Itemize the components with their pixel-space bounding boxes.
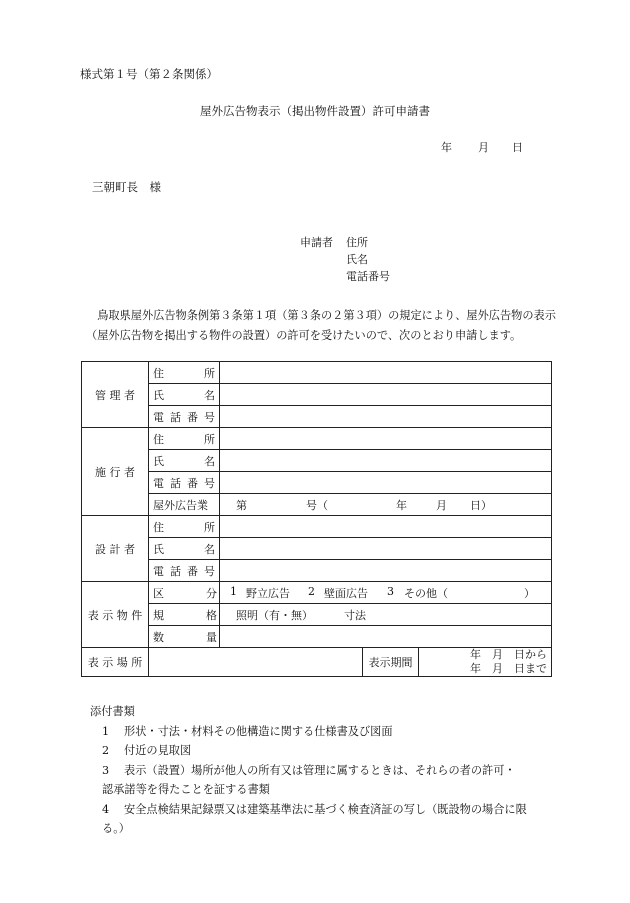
body-paragraph: 鳥取県屋外広告物条例第３条第１項（第３条の２第３項）の規定により、屋外広告物の表示（屋外広告物を掲出する物件の設置）の許可を受けたいので、次のとおり申請します。 — [86, 309, 556, 342]
table-row — [82, 406, 552, 428]
category-option-1: 野立広告 — [246, 587, 290, 600]
item-text: 形状・寸法・材料その他構造に関する仕様書及び図面 — [124, 724, 393, 738]
table-row — [82, 648, 552, 677]
list-item — [90, 800, 560, 820]
label-char: 話 — [170, 476, 181, 490]
license-day: 日） — [470, 499, 492, 512]
label-char: 住 — [153, 366, 164, 380]
table-row — [82, 384, 552, 406]
designer-group-label: 設 計 者 — [82, 516, 149, 582]
item-text: 表示（設置）場所が他人の所有又は管理に属するときは、それらの者の許可・ — [124, 763, 516, 777]
applicant-address-label: 住所 — [346, 236, 368, 249]
item-text: 安全点検結果記録票又は建築基準法に基づく検査済証の写し（既設物の場合に限 — [124, 802, 527, 816]
manager-phone-field[interactable] — [220, 406, 552, 428]
license-go: 号（ — [306, 499, 328, 512]
contractor-name-field[interactable] — [220, 450, 552, 472]
license-dai: 第 — [236, 499, 247, 512]
list-item — [90, 722, 560, 742]
date-year: 年 — [441, 141, 452, 154]
license-year: 年 — [396, 499, 407, 512]
display-object-group-label: 表 示 物 件 — [82, 582, 149, 648]
category-field[interactable] — [220, 582, 552, 604]
item-number: 1 — [102, 724, 110, 738]
label-char: 住 — [153, 432, 164, 446]
table-row — [82, 560, 552, 582]
contractor-phone-field[interactable] — [220, 472, 552, 494]
spec-value — [224, 604, 547, 625]
table-row — [82, 472, 552, 494]
label-char: 名 — [204, 454, 215, 468]
label-char: 数 — [153, 630, 164, 644]
table-row — [82, 362, 552, 384]
spec-field[interactable] — [220, 604, 552, 626]
designer-phone-field[interactable] — [220, 560, 552, 582]
label-char: 号 — [204, 564, 215, 578]
body-text — [86, 306, 556, 346]
designer-address-field[interactable] — [220, 516, 552, 538]
category-num-1: 1 — [230, 585, 237, 598]
period-from: 年 月 日から — [470, 648, 547, 661]
category-close-paren: ） — [524, 587, 535, 600]
document-title: 屋外広告物表示（掲出物件設置）許可申請書 — [200, 104, 430, 118]
license-value — [224, 494, 547, 515]
item-number: 4 — [102, 802, 110, 816]
contractor-phone-label — [149, 472, 220, 494]
contractor-group-label: 施 行 者 — [82, 428, 149, 516]
item-number: 2 — [102, 744, 110, 757]
date-month: 月 — [478, 141, 489, 154]
attachments-heading: 添付書類 — [90, 705, 135, 718]
manager-address-label — [149, 362, 220, 384]
label-char: 号 — [204, 410, 215, 424]
label-char: 号 — [204, 476, 215, 490]
spec-size: 寸法 — [344, 609, 366, 622]
category-num-3: 3 — [387, 585, 394, 598]
list-item — [90, 741, 560, 761]
label-char: 電 — [153, 410, 164, 424]
label-char: 話 — [170, 410, 181, 424]
manager-phone-label — [149, 406, 220, 428]
label-char: 電 — [153, 476, 164, 490]
table-row — [82, 428, 552, 450]
form-number: 様式第１号（第２条関係） — [80, 67, 218, 81]
designer-address-label — [149, 516, 220, 538]
label-char: 分 — [206, 586, 217, 600]
attachments-section — [90, 702, 560, 839]
designer-phone-label — [149, 560, 220, 582]
label-char: 住 — [153, 520, 164, 534]
date-day: 日 — [512, 141, 523, 154]
label-char: 区 — [153, 586, 164, 600]
place-field[interactable] — [149, 648, 363, 677]
manager-name-label — [149, 384, 220, 406]
table-row — [82, 626, 552, 648]
manager-name-field[interactable] — [220, 384, 552, 406]
table-row — [82, 582, 552, 604]
label-char: 氏 — [153, 454, 164, 468]
contractor-license-field[interactable] — [220, 494, 552, 516]
label-char: 電 — [153, 564, 164, 578]
item-continuation: る。） — [102, 822, 130, 835]
period-field[interactable] — [419, 648, 552, 677]
contractor-address-label — [149, 428, 220, 450]
list-item — [90, 761, 560, 781]
label-char: 所 — [204, 432, 215, 446]
label-char: 所 — [204, 520, 215, 534]
designer-name-field[interactable] — [220, 538, 552, 560]
item-number: 3 — [102, 763, 110, 777]
addressee: 三朝町長 様 — [92, 180, 161, 194]
label-char: 所 — [204, 366, 215, 380]
label-char: 氏 — [153, 542, 164, 556]
table-row — [82, 604, 552, 626]
contractor-address-field[interactable] — [220, 428, 552, 450]
applicant-label: 申請者 — [300, 236, 333, 249]
label-char: 氏 — [153, 388, 164, 402]
applicant-name-label: 氏名 — [346, 253, 368, 266]
contractor-license-label: 屋外広告業 — [149, 494, 220, 516]
item-continuation: 認承諾等を得たことを証する書類 — [102, 783, 270, 796]
contractor-name-label — [149, 450, 220, 472]
manager-address-field[interactable] — [220, 362, 552, 384]
spec-label — [149, 604, 220, 626]
category-num-2: 2 — [308, 585, 315, 598]
label-char: 名 — [204, 388, 215, 402]
label-char: 名 — [204, 542, 215, 556]
label-char: 番 — [187, 564, 198, 578]
item-text: 付近の見取図 — [124, 744, 192, 757]
application-table — [81, 361, 552, 677]
label-char: 格 — [206, 608, 217, 622]
table-row — [82, 494, 552, 516]
table-row — [82, 538, 552, 560]
quantity-field[interactable] — [220, 626, 552, 648]
quantity-label — [149, 626, 220, 648]
manager-group-label: 管 理 者 — [82, 362, 149, 428]
label-char: 番 — [187, 410, 198, 424]
license-month: 月 — [436, 499, 447, 512]
table-row — [82, 516, 552, 538]
spec-lighting: 照明（有・無） — [236, 609, 313, 622]
label-char: 番 — [187, 476, 198, 490]
category-label — [149, 582, 220, 604]
label-char: 量 — [206, 630, 217, 644]
period-label: 表示期間 — [363, 648, 419, 677]
category-option-2: 壁面広告 — [324, 587, 368, 600]
place-label: 表 示 場 所 — [82, 648, 149, 677]
category-value — [224, 582, 547, 603]
applicant-phone-label: 電話番号 — [346, 270, 390, 283]
label-char: 規 — [153, 608, 164, 622]
table-row — [82, 450, 552, 472]
label-char: 話 — [170, 564, 181, 578]
period-to: 年 月 日まで — [470, 662, 547, 675]
category-option-3: その他（ — [404, 587, 448, 600]
designer-name-label — [149, 538, 220, 560]
